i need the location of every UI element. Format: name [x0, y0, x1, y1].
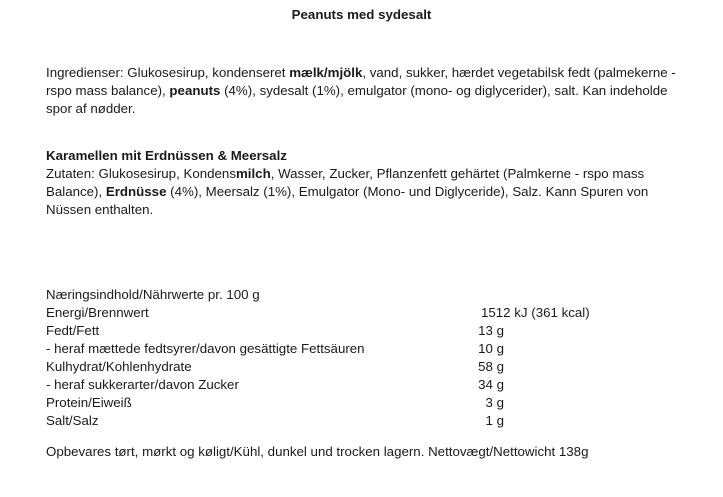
- nutrition-value: 13 g: [478, 323, 504, 338]
- nutrition-label: - heraf sukkerarter/davon Zucker: [46, 377, 239, 392]
- nutrition-value: 3 g: [485, 395, 504, 410]
- document-title: Peanuts med sydesalt: [291, 7, 432, 22]
- german-allergen-milch: milch: [235, 166, 271, 181]
- nutrition-label: Salt/Salz: [46, 413, 99, 428]
- danish-text-2: , vand, sukker, hærdet vegetabilsk fedt (palmekerne - rspo mass balance),: [46, 65, 676, 98]
- nutrition-row: [46, 340, 666, 358]
- nutrition-row: [46, 304, 666, 322]
- german-text-2: , Wasser, Zucker, Pflanzenfett gehärtet (Palmkerne - rspo mass Balance),: [46, 166, 645, 199]
- nutrition-value: 58 g: [478, 359, 504, 374]
- german-ingredients: [46, 165, 696, 219]
- german-text-1: Zutaten: Glukosesirup, Kondens: [46, 166, 236, 181]
- nutrition-label: - heraf mættede fedtsyrer/davon gesättigte Fettsäuren: [46, 341, 365, 356]
- nutrition-label: Kulhydrat/Kohlenhydrate: [46, 359, 192, 374]
- nutrition-header-row: [46, 286, 666, 304]
- nutrition-row: [46, 322, 666, 340]
- nutrition-label: Fedt/Fett: [46, 323, 100, 338]
- danish-text-3: (4%), sydesalt (1%), emulgator (mono- og diglycerider), salt. Kan indeholde spor af nødder.: [46, 83, 668, 116]
- german-allergen-erdnuesse: Erdnüsse: [105, 184, 167, 199]
- nutrition-header: Næringsindhold/Nährwerte pr. 100 g: [46, 287, 260, 302]
- danish-allergen-peanuts: peanuts: [169, 83, 221, 98]
- nutrition-row: [46, 394, 666, 412]
- nutrition-value: 34 g: [478, 377, 504, 392]
- nutrition-value: 1 g: [485, 413, 504, 428]
- storage-and-net-weight: Opbevares tørt, mørkt og køligt/Kühl, dunkel und trocken lagern. Nettovægt/Nettowicht 138g: [46, 444, 589, 459]
- danish-allergen-milk: mælk/mjölk: [289, 65, 363, 80]
- danish-text-1: Ingredienser: Glukosesirup, kondenseret: [46, 65, 290, 80]
- nutrition-row: [46, 358, 666, 376]
- nutrition-row: [46, 376, 666, 394]
- nutrition-table: [46, 286, 666, 430]
- german-text-3: (4%), Meersalz (1%), Emulgator (Mono- und Diglyceride), Salz. Kann Spuren von Nüssen enthalten.: [46, 184, 649, 217]
- nutrition-label: Energi/Brennwert: [46, 305, 149, 320]
- nutrition-label: Protein/Eiweiß: [46, 395, 132, 410]
- nutrition-row: [46, 412, 666, 430]
- nutrition-value: 10 g: [478, 341, 504, 356]
- nutrition-value: 1512 kJ (361 kcal): [481, 305, 590, 320]
- german-heading: Karamellen mit Erdnüssen & Meersalz: [46, 148, 287, 163]
- danish-ingredients: [46, 64, 696, 118]
